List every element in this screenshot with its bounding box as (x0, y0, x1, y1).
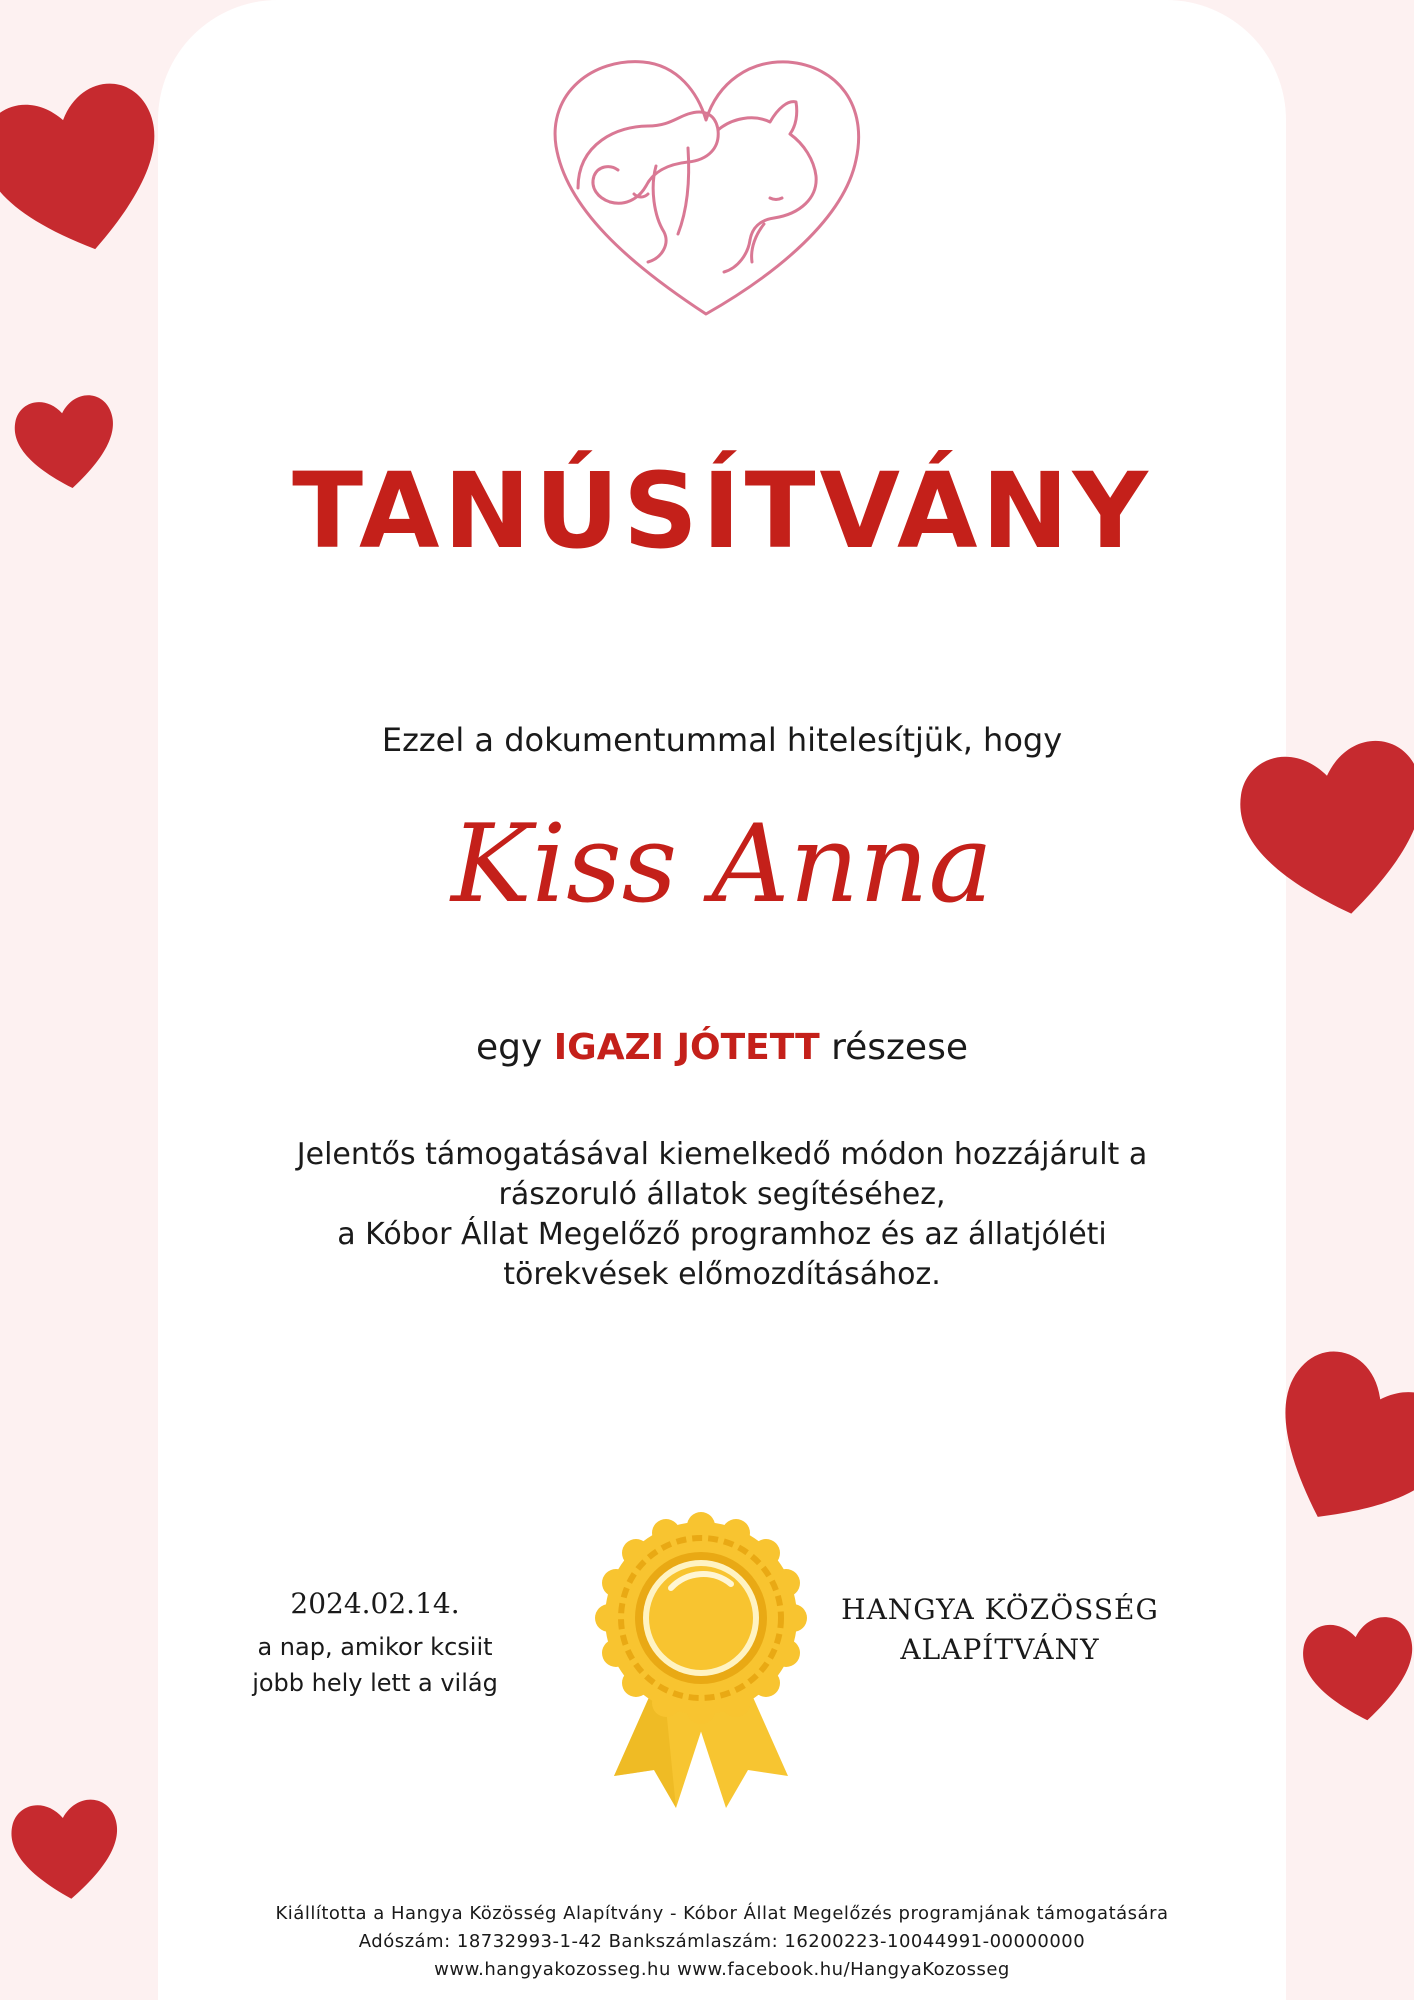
organization-line: HANGYA KÖZÖSSÉG (841, 1593, 1159, 1626)
role-highlight: IGAZI JÓTETT (553, 1027, 820, 1068)
issue-date: 2024.02.14. (290, 1587, 460, 1620)
footer-links-line: www.hangyakozosseg.hu www.facebook.hu/HangyaKozosseg (434, 1959, 1010, 1980)
body-line: a Kóbor Állat Megelőző programhoz és az állatjóléti (337, 1217, 1107, 1252)
body-paragraph (208, 1135, 1236, 1295)
footer (158, 1900, 1286, 1984)
date-caption-line: jobb hely lett a világ (252, 1669, 498, 1698)
body-line: rászoruló állatok segítéséhez, (498, 1177, 946, 1212)
organization-name (820, 1590, 1180, 1670)
role-suffix: részese (831, 1027, 968, 1068)
footer-issuer-line: Kiállította a Hangya Közösség Alapítvány - Kóbor Állat Megelőzés programjának támogatására (275, 1903, 1169, 1924)
role-prefix: egy (475, 1027, 543, 1068)
organization-line: ALAPÍTVÁNY (900, 1633, 1100, 1666)
intro-text: Ezzel a dokumentummal hitelesítjük, hogy (381, 721, 1063, 759)
heart-icon (1292, 1596, 1414, 1739)
certificate-title: TANÚSÍTVÁNY (292, 450, 1152, 572)
body-line: törekvések előmozdításához. (503, 1257, 941, 1292)
date-block (210, 1584, 540, 1701)
heart-icon (5, 378, 128, 504)
body-line: Jelentős támogatásával kiemelkedő módon hozzájárult a (296, 1137, 1148, 1172)
heart-icon (1, 1774, 131, 1921)
footer-tax-bank-line: Adószám: 18732993-1-42 Bankszámlaszám: 16200223-10044991-00000000 (358, 1931, 1086, 1952)
recipient-name: Kiss Anna (451, 802, 993, 927)
date-caption-line: a nap, amikor kcsiit (257, 1633, 493, 1662)
award-rosette-icon (592, 1508, 810, 1818)
heart-dog-cat-logo-icon (538, 48, 874, 326)
date-caption (210, 1629, 540, 1701)
heart-icon (0, 29, 196, 308)
role-line (158, 1025, 1286, 1072)
